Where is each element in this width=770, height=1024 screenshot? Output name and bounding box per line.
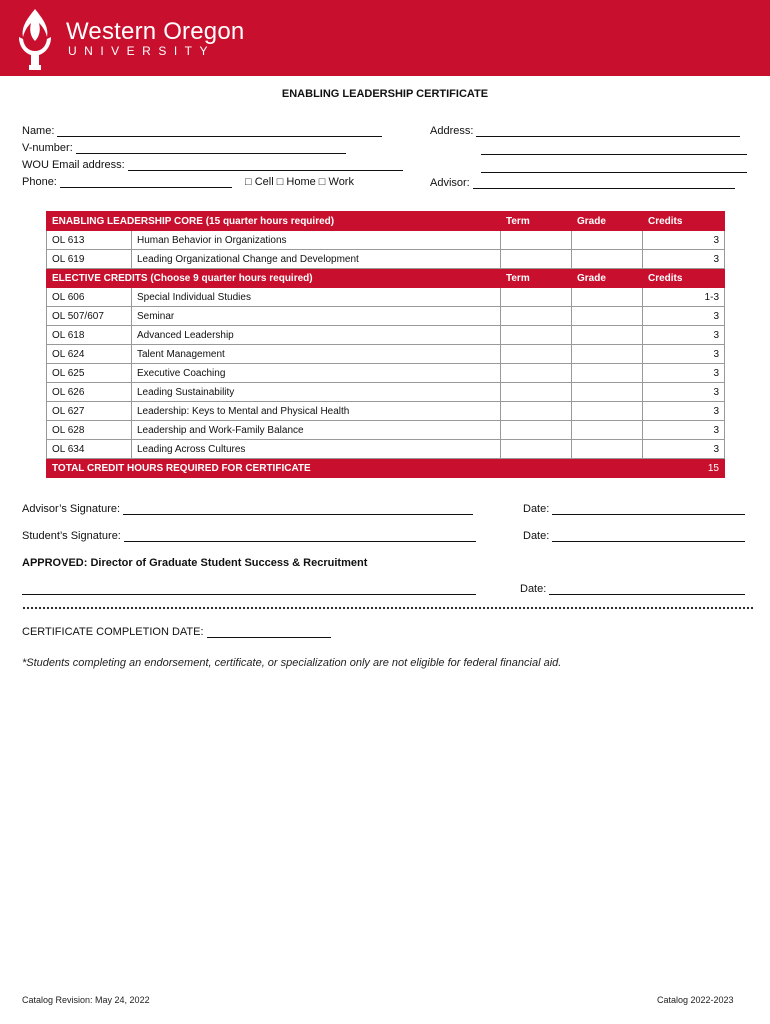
vnumber-label: V-number:: [22, 142, 73, 154]
course-title: Seminar: [132, 307, 501, 326]
table-row: [47, 402, 725, 421]
course-code: OL 625: [47, 364, 132, 383]
name-label: Name:: [22, 125, 55, 137]
grade-cell[interactable]: [572, 440, 643, 459]
term-cell[interactable]: [501, 307, 572, 326]
brand-subtitle: UNIVERSITY: [68, 44, 216, 58]
course-code: OL 618: [47, 326, 132, 345]
date-label: Date:: [523, 530, 550, 542]
term-cell[interactable]: [501, 345, 572, 364]
table-row: [47, 250, 725, 269]
address-label: Address:: [430, 125, 474, 137]
completion-date-line[interactable]: [207, 626, 331, 638]
name-input-line[interactable]: [57, 125, 382, 137]
table-row: [47, 383, 725, 402]
course-code: OL 634: [47, 440, 132, 459]
grade-cell[interactable]: [572, 402, 643, 421]
email-label: WOU Email address:: [22, 159, 125, 171]
credits-cell: 3: [643, 421, 725, 440]
brand-name: Western Oregon: [66, 18, 245, 45]
term-cell[interactable]: [501, 383, 572, 402]
course-title: Leading Sustainability: [132, 383, 501, 402]
student-signature-field: [22, 530, 476, 542]
phone-label: Phone:: [22, 176, 57, 188]
course-code: OL 624: [47, 345, 132, 364]
credits-cell: 3: [643, 307, 725, 326]
term-cell[interactable]: [501, 250, 572, 269]
torch-logo-icon: [13, 7, 57, 73]
term-cell[interactable]: [501, 326, 572, 345]
director-signature-line[interactable]: [22, 583, 476, 595]
credits-cell: 3: [643, 345, 725, 364]
credits-cell: 3: [643, 383, 725, 402]
email-input-line[interactable]: [128, 159, 403, 171]
student-date-field: [523, 530, 745, 542]
credits-cell: 3: [643, 250, 725, 269]
completion-date-label: CERTIFICATE COMPLETION DATE:: [22, 626, 204, 638]
core-term-header: Term: [501, 212, 572, 231]
total-row: [47, 459, 725, 478]
course-title: Leading Organizational Change and Development: [132, 250, 501, 269]
table-row: [47, 307, 725, 326]
advisor-signature-label: Advisor’s Signature:: [22, 503, 121, 515]
address-field: [430, 125, 740, 137]
course-title: Talent Management: [132, 345, 501, 364]
grade-cell[interactable]: [572, 288, 643, 307]
vnumber-field: [22, 142, 346, 154]
address-input-line-1[interactable]: [476, 125, 740, 137]
table-row: [47, 231, 725, 250]
advisor-label: Advisor:: [430, 177, 470, 189]
credits-cell: 3: [643, 440, 725, 459]
director-signature-field: [22, 583, 476, 595]
table-row: [47, 345, 725, 364]
course-title: Special Individual Studies: [132, 288, 501, 307]
course-code: OL 619: [47, 250, 132, 269]
term-cell[interactable]: [501, 231, 572, 250]
table-row: [47, 421, 725, 440]
table-row: [47, 364, 725, 383]
credits-cell: 1-3: [643, 288, 725, 307]
approved-label: APPROVED: Director of Graduate Student Success & Recruitment: [22, 557, 368, 569]
term-cell[interactable]: [501, 402, 572, 421]
address-input-line-3[interactable]: [481, 161, 747, 173]
student-date-line[interactable]: [552, 530, 745, 542]
email-field: [22, 159, 403, 171]
address-input-line-2[interactable]: [481, 143, 747, 155]
director-date-field: [520, 583, 745, 595]
course-title: Leadership: Keys to Mental and Physical Health: [132, 402, 501, 421]
term-cell[interactable]: [501, 421, 572, 440]
course-code: OL 627: [47, 402, 132, 421]
course-title: Leading Across Cultures: [132, 440, 501, 459]
grade-cell[interactable]: [572, 307, 643, 326]
credits-cell: 3: [643, 326, 725, 345]
term-cell[interactable]: [501, 440, 572, 459]
advisor-signature-field: [22, 503, 473, 515]
phone-field: [22, 176, 354, 188]
advisor-input-line[interactable]: [473, 177, 735, 189]
advisor-date-line[interactable]: [552, 503, 745, 515]
student-signature-line[interactable]: [124, 530, 476, 542]
credits-cell: 3: [643, 364, 725, 383]
table-row: [47, 288, 725, 307]
financial-aid-note: *Students completing an endorsement, certificate, or specialization only are not eligible for federal financial aid.: [22, 657, 562, 669]
vnumber-input-line[interactable]: [76, 142, 346, 154]
course-table: [46, 211, 725, 478]
header-banner: [0, 0, 770, 76]
elective-credits-header: Credits: [643, 269, 725, 288]
grade-cell[interactable]: [572, 231, 643, 250]
advisor-signature-line[interactable]: [123, 503, 473, 515]
address-line-3: [481, 161, 747, 173]
page-title: ENABLING LEADERSHIP CERTIFICATE: [281, 88, 489, 100]
table-row: [47, 440, 725, 459]
elective-term-header: Term: [501, 269, 572, 288]
date-label: Date:: [523, 503, 550, 515]
course-code: OL 613: [47, 231, 132, 250]
core-grade-header: Grade: [572, 212, 643, 231]
course-title: Leadership and Work-Family Balance: [132, 421, 501, 440]
course-title: Advanced Leadership: [132, 326, 501, 345]
total-label: TOTAL CREDIT HOURS REQUIRED FOR CERTIFICATE: [47, 459, 643, 478]
total-value: 15: [643, 459, 725, 478]
course-code: OL 628: [47, 421, 132, 440]
grade-cell[interactable]: [572, 345, 643, 364]
phone-input-line[interactable]: [60, 176, 232, 188]
course-title: Human Behavior in Organizations: [132, 231, 501, 250]
date-label: Date:: [520, 583, 547, 595]
grade-cell[interactable]: [572, 421, 643, 440]
student-signature-label: Student’s Signature:: [22, 530, 121, 542]
core-header-row: [47, 212, 725, 231]
advisor-date-field: [523, 503, 745, 515]
dotted-divider: [22, 606, 754, 610]
grade-cell[interactable]: [572, 364, 643, 383]
grade-cell[interactable]: [572, 383, 643, 402]
phone-type-options[interactable]: □ Cell □ Home □ Work: [245, 176, 354, 188]
grade-cell[interactable]: [572, 250, 643, 269]
completion-date-field: [22, 626, 331, 638]
catalog-year: Catalog 2022-2023: [657, 995, 734, 1005]
credits-cell: 3: [643, 231, 725, 250]
course-title: Executive Coaching: [132, 364, 501, 383]
catalog-revision: Catalog Revision: May 24, 2022: [22, 995, 150, 1005]
course-code: OL 606: [47, 288, 132, 307]
table-row: [47, 326, 725, 345]
name-field: [22, 125, 382, 137]
advisor-field: [430, 177, 735, 189]
core-header: ENABLING LEADERSHIP CORE (15 quarter hours required): [47, 212, 501, 231]
elective-grade-header: Grade: [572, 269, 643, 288]
director-date-line[interactable]: [549, 583, 745, 595]
grade-cell[interactable]: [572, 326, 643, 345]
term-cell[interactable]: [501, 288, 572, 307]
address-line-2: [481, 143, 747, 155]
course-code: OL 507/607: [47, 307, 132, 326]
elective-header-row: [47, 269, 725, 288]
course-code: OL 626: [47, 383, 132, 402]
term-cell[interactable]: [501, 364, 572, 383]
credits-cell: 3: [643, 402, 725, 421]
core-credits-header: Credits: [643, 212, 725, 231]
elective-header: ELECTIVE CREDITS (Choose 9 quarter hours required): [47, 269, 501, 288]
